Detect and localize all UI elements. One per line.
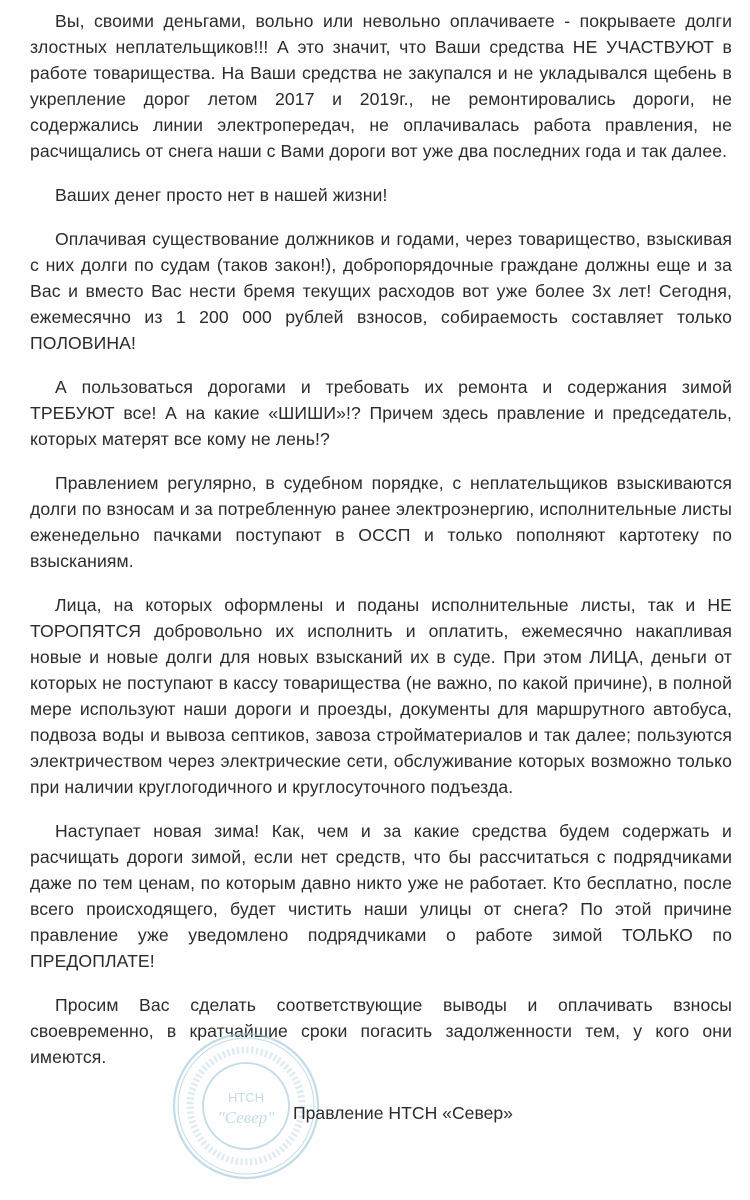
paragraph-request: Просим Вас сделать соответствующие выводы и оплачивать взносы своевременно, в кратчайшие сроки погасить задолженности тем, у кого они имеются.: [30, 995, 732, 1067]
signature-line: Правление НТСН «Север»: [293, 1103, 513, 1123]
paragraph-no-money: Ваших денег просто нет в нашей жизни!: [55, 185, 388, 205]
paragraph-debts: Вы, своими деньгами, вольно или невольно оплачиваете - покрываете долги злостных неплательщиков!!! А это значит, что Ваши средства НЕ УЧАСТВУЮТ в работе товарищества. На Ваши средства не закупался и не укладывался щебень в укрепление дорог летом 2017 и 2019г., не ремонтировались дороги, не содержались линии электропередач, не оплачивалась работа правления, не расчищались от снега наши с Вами дороги вот уже два последних года и так далее.: [30, 11, 732, 161]
paragraph-roads: А пользоваться дорогами и требовать их ремонта и содержания зимой ТРЕБУЮТ все! А на какие «ШИШИ»!? Причем здесь правление и председатель, которых матерят все кому не лень!?: [30, 377, 732, 449]
stamp-ring-lettering: [190, 1050, 302, 1162]
paragraph-burden: Оплачивая существование должников и годами, через товарищество, взыскивая с них долги по судам (таков закон!), добропорядочные граждане должны еще и за Вас и вместо Вас нести бремя текущих расходов вот уже более 3х лет! Сегодня, ежемесячно из 1 200 000 рублей взносов, собираемость составляет только ПОЛОВИНА!: [30, 229, 732, 353]
paragraph-courts: Правлением регулярно, в судебном порядке, с неплательщиков взыскиваются долги по взносам и за потребленную ранее электроэнергию, исполнительные листы еженедельно пачками поступают в ОССП и только пополняют картотеку по взысканиям.: [30, 473, 732, 571]
stamp-inner-ring: [203, 1063, 289, 1149]
paragraph-debtors: Лица, на которых оформлены и поданы исполнительные листы, так и НЕ ТОРОПЯТСЯ добровольно их исполнить и оплатить, ежемесячно накапливая новые и новые долги для новых взысканий их в суде. При этом ЛИЦА, деньги от которых не поступают в кассу товарищества (не важно, по какой причине), в полной мере используют наши дороги и проезды, документы для маршрутного автобуса, подвоза воды и вывоза септиков, завоза стройматериалов и так далее; пользуются электричеством через электрические сети, обслуживание которых возможно только при наличии круглогодичного и круглосуточного подъезда.: [30, 595, 732, 797]
letter-body: [30, 8, 732, 1088]
paragraph-winter: Наступает новая зима! Как, чем и за какие средства будем содержать и расчищать дороги зимой, если нет средств, что бы рассчитаться с подрядчиками даже по тем ценам, по которым давно никто уже не работает. Кто бесплатно, после всего происходящего, будет чистить наши улицы от снега? По этой причине правление уже уведомлено подрядчиками о работе зимой ТОЛЬКО по ПРЕДОПЛАТЕ!: [30, 821, 732, 971]
stamp-name: "Север": [217, 1108, 275, 1127]
stamp-title: НТСН: [227, 1090, 265, 1105]
